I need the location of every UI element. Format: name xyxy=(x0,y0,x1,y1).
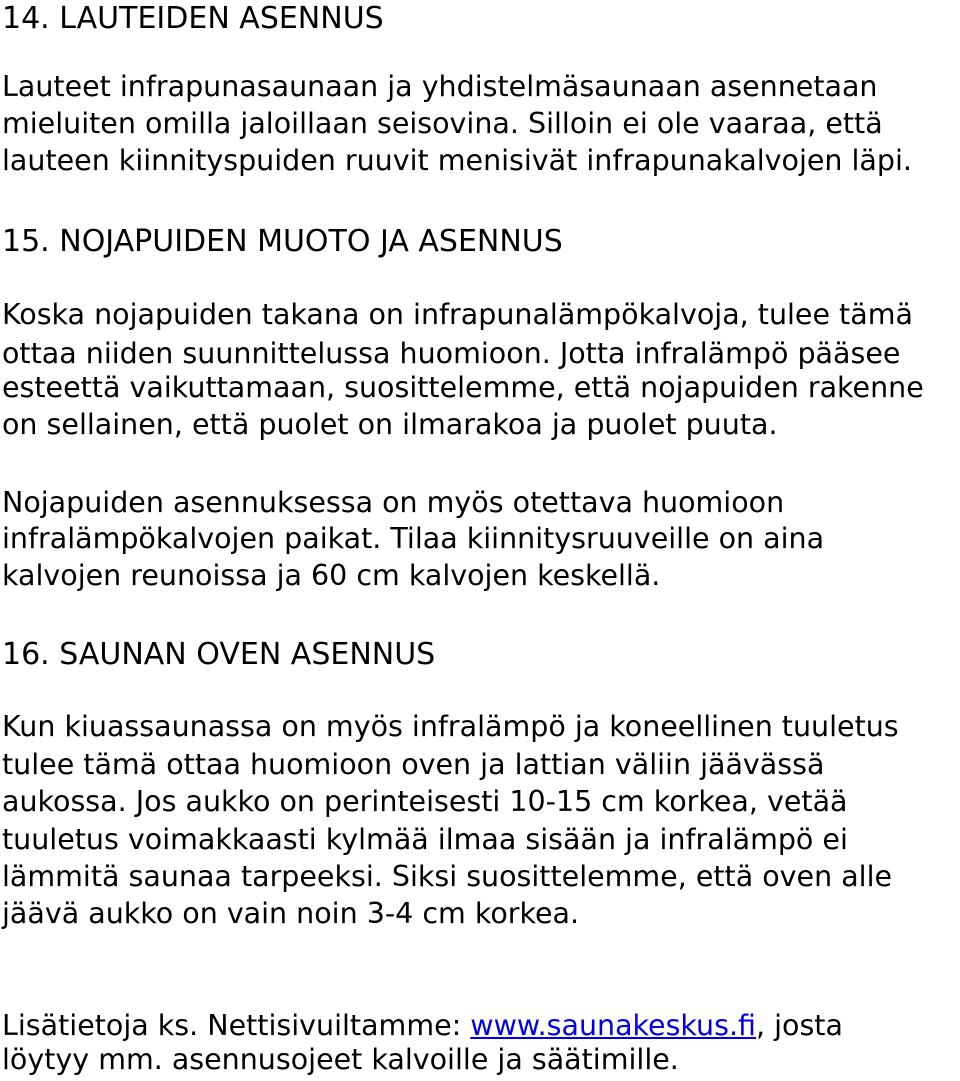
section-heading-14: 14. LAUTEIDEN ASENNUS xyxy=(2,1,384,36)
paragraph-line: aukossa. Jos aukko on perinteisesti 10-15 cm korkea, vetää xyxy=(2,785,848,818)
paragraph-line: lauteen kiinnityspuiden ruuvit menisivät infrapunakalvojen läpi. xyxy=(2,144,912,177)
website-link[interactable]: www.saunakeskus.fi xyxy=(470,1009,756,1042)
paragraph-line: on sellainen, että puolet on ilmarakoa ja puolet puuta. xyxy=(2,408,778,441)
footer-line-2: löytyy mm. asennusojeet kalvoille ja säätimille. xyxy=(2,1043,679,1076)
paragraph-line: infralämpökalvojen paikat. Tilaa kiinnitysruuveille on aina xyxy=(2,522,825,555)
paragraph-line: Koska nojapuiden takana on infrapunalämpökalvoja, tulee tämä xyxy=(2,298,913,331)
paragraph-line: Kun kiuassaunassa on myös infralämpö ja koneellinen tuuletus xyxy=(2,710,899,743)
paragraph-line: esteettä vaikuttamaan, suosittelemme, että nojapuiden rakenne xyxy=(2,371,924,404)
paragraph-line: mieluiten omilla jaloillaan seisovina. Silloin ei ole vaaraa, että xyxy=(2,107,883,140)
paragraph-line: lämmitä saunaa tarpeeksi. Siksi suosittelemme, että oven alle xyxy=(2,860,893,893)
footer-prefix: Lisätietoja ks. Nettisivuiltamme: xyxy=(2,1009,471,1042)
section-heading-15: 15. NOJAPUIDEN MUOTO JA ASENNUS xyxy=(2,224,563,259)
section-heading-16: 16. SAUNAN OVEN ASENNUS xyxy=(2,637,436,672)
paragraph-line: kalvojen reunoissa ja 60 cm kalvojen keskellä. xyxy=(2,559,661,592)
footer-suffix: , josta xyxy=(755,1009,843,1042)
paragraph-line: Lauteet infrapunasaunaan ja yhdistelmäsaunaan asennetaan xyxy=(2,70,878,103)
paragraph-line: tuuletus voimakkaasti kylmää ilmaa sisään ja infralämpö ei xyxy=(2,823,848,856)
paragraph-line: jäävä aukko on vain noin 3-4 cm korkea. xyxy=(2,897,580,930)
paragraph-line: tulee tämä ottaa huomioon oven ja lattian väliin jäävässä xyxy=(2,748,825,781)
paragraph-line: Nojapuiden asennuksessa on myös otettava huomioon xyxy=(2,486,785,519)
paragraph-line: ottaa niiden suunnittelussa huomioon. Jotta infralämpö pääsee xyxy=(2,337,901,370)
footer-line-1 xyxy=(2,1007,843,1044)
